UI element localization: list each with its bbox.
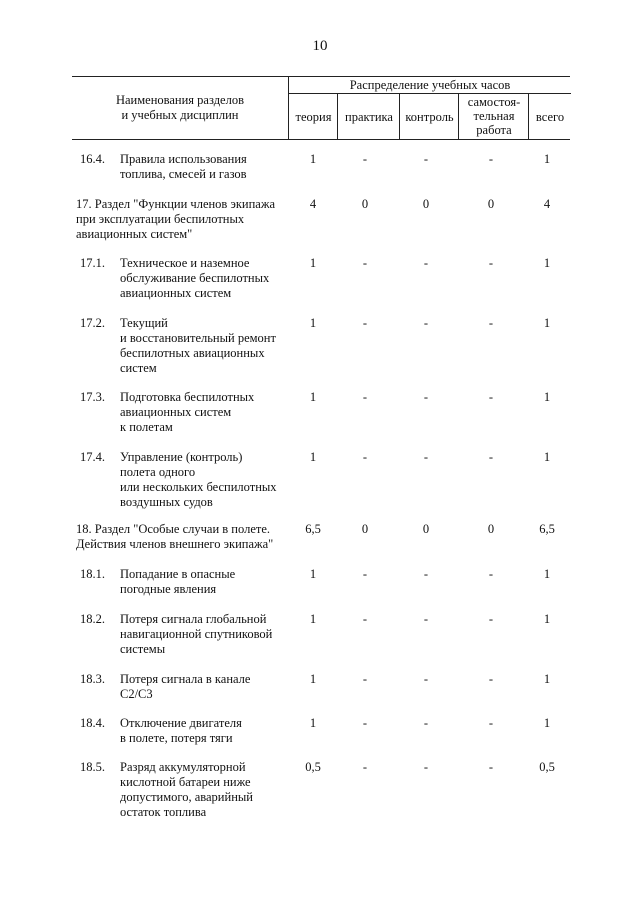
value-theory: 1 — [309, 567, 317, 581]
header-theory: теория — [288, 94, 338, 139]
title-line: к полетам — [120, 420, 173, 434]
value-self-study: - — [488, 390, 494, 404]
value-control: - — [423, 256, 429, 270]
title-line: авиационных систем — [120, 286, 232, 300]
value-control: - — [423, 612, 429, 626]
value-total: 1 — [543, 716, 551, 730]
row-number: 17.3. — [80, 390, 105, 404]
value-self-study: - — [488, 256, 494, 270]
value-theory: 1 — [309, 450, 317, 464]
row-title — [120, 716, 290, 746]
page-number: 10 — [312, 38, 328, 54]
title-line: беспилотных авиационных — [120, 346, 265, 360]
value-practice: - — [362, 450, 368, 464]
title-line: воздушных судов — [120, 495, 213, 509]
value-control: - — [423, 390, 429, 404]
row-number: 18.1. — [80, 567, 105, 581]
row-number: 18.2. — [80, 612, 105, 626]
value-self-study: - — [488, 316, 494, 330]
value-total: 1 — [543, 567, 551, 581]
header-control: контроль — [399, 94, 459, 139]
title-line: Разряд аккумуляторной — [120, 760, 246, 774]
value-theory: 1 — [309, 612, 317, 626]
value-total: 1 — [543, 256, 551, 270]
row-title — [120, 450, 290, 510]
title-line: C2/C3 — [120, 687, 153, 701]
value-theory: 1 — [309, 316, 317, 330]
row-title — [120, 567, 290, 597]
value-self-study: 0 — [487, 197, 495, 211]
row-title — [120, 316, 290, 376]
title-line: Управление (контроль) — [120, 450, 243, 464]
value-total: 1 — [543, 152, 551, 166]
value-control: - — [423, 760, 429, 774]
title-line: Подготовка беспилотных — [120, 390, 255, 404]
header-distribution: Распределение учебных часов — [288, 77, 571, 94]
value-theory: 1 — [309, 152, 317, 166]
title-line: Попадание в опасные — [120, 567, 236, 581]
section-title — [76, 197, 291, 242]
value-practice: - — [362, 316, 368, 330]
row-title — [120, 672, 290, 702]
value-practice: - — [362, 256, 368, 270]
title-line: или нескольких беспилотных — [120, 480, 277, 494]
value-total: 1 — [543, 316, 551, 330]
title-line: авиационных систем" — [76, 227, 193, 241]
value-theory: 1 — [309, 672, 317, 686]
header-practice: практика — [337, 94, 400, 139]
value-self-study: - — [488, 672, 494, 686]
title-line: Потеря сигнала в канале — [120, 672, 251, 686]
value-control: 0 — [422, 522, 430, 536]
value-theory: 4 — [309, 197, 317, 211]
value-self-study: - — [488, 450, 494, 464]
header-name-cell — [72, 77, 288, 139]
header-self-line: работа — [476, 123, 512, 137]
value-self-study: - — [488, 152, 494, 166]
table-header — [72, 76, 570, 140]
value-control: - — [423, 567, 429, 581]
title-line: топлива, смесей и газов — [120, 167, 247, 181]
value-practice: - — [362, 672, 368, 686]
value-control: - — [423, 316, 429, 330]
value-theory: 1 — [309, 716, 317, 730]
header-self-line: самостоя- — [467, 95, 521, 109]
row-number: 18.3. — [80, 672, 105, 686]
value-control: - — [423, 672, 429, 686]
row-number: 18.4. — [80, 716, 105, 730]
header-self-study — [458, 93, 529, 139]
header-name-line: Наименования разделов — [115, 93, 244, 107]
value-practice: 0 — [361, 522, 369, 536]
value-self-study: 0 — [487, 522, 495, 536]
value-total: 1 — [543, 672, 551, 686]
value-practice: - — [362, 152, 368, 166]
title-line: Техническое и наземное — [120, 256, 250, 270]
value-control: - — [423, 450, 429, 464]
row-title — [120, 390, 290, 435]
title-line: Отключение двигателя — [120, 716, 242, 730]
value-self-study: - — [488, 567, 494, 581]
title-line: системы — [120, 642, 166, 656]
value-practice: - — [362, 567, 368, 581]
title-line: Правила использования — [120, 152, 247, 166]
title-line: кислотной батареи ниже — [120, 775, 251, 789]
row-number: 18.5. — [80, 760, 105, 774]
title-line: 18. Раздел "Особые случаи в полете. — [76, 522, 271, 536]
value-total: 1 — [543, 612, 551, 626]
title-line: Действия членов внешнего экипажа" — [76, 537, 274, 551]
header-total: всего — [528, 94, 571, 139]
value-practice: - — [362, 760, 368, 774]
row-title — [120, 256, 290, 301]
value-total: 4 — [543, 197, 551, 211]
title-line: 17. Раздел "Функции членов экипажа — [76, 197, 276, 211]
value-practice: 0 — [361, 197, 369, 211]
row-title — [120, 760, 290, 820]
title-line: Потеря сигнала глобальной — [120, 612, 267, 626]
title-line: при эксплуатации беспилотных — [76, 212, 245, 226]
value-theory: 1 — [309, 390, 317, 404]
title-line: авиационных систем — [120, 405, 232, 419]
value-theory: 1 — [309, 256, 317, 270]
title-line: навигационной спутниковой — [120, 627, 273, 641]
value-control: - — [423, 716, 429, 730]
value-total: 1 — [543, 390, 551, 404]
row-number: 17.1. — [80, 256, 105, 270]
section-title — [76, 522, 291, 552]
row-number: 16.4. — [80, 152, 105, 166]
title-line: полета одного — [120, 465, 196, 479]
row-number: 17.4. — [80, 450, 105, 464]
title-line: Текущий — [120, 316, 168, 330]
title-line: систем — [120, 361, 157, 375]
title-line: остаток топлива — [120, 805, 207, 819]
value-self-study: - — [488, 760, 494, 774]
value-total: 0,5 — [539, 760, 555, 774]
value-control: 0 — [422, 197, 430, 211]
title-line: допустимого, аварийный — [120, 790, 253, 804]
title-line: обслуживание беспилотных — [120, 271, 270, 285]
row-title — [120, 152, 290, 182]
value-practice: - — [362, 612, 368, 626]
value-total: 6,5 — [539, 522, 555, 536]
header-self-line: тельная — [473, 109, 515, 123]
value-self-study: - — [488, 716, 494, 730]
row-title — [120, 612, 290, 657]
header-name-line: и учебных дисциплин — [121, 108, 239, 122]
value-practice: - — [362, 716, 368, 730]
value-theory: 0,5 — [305, 760, 321, 774]
value-self-study: - — [488, 612, 494, 626]
title-line: погодные явления — [120, 582, 217, 596]
title-line: и восстановительный ремонт — [120, 331, 276, 345]
title-line: в полете, потеря тяги — [120, 731, 233, 745]
value-theory: 6,5 — [305, 522, 321, 536]
value-total: 1 — [543, 450, 551, 464]
value-control: - — [423, 152, 429, 166]
value-practice: - — [362, 390, 368, 404]
row-number: 17.2. — [80, 316, 105, 330]
